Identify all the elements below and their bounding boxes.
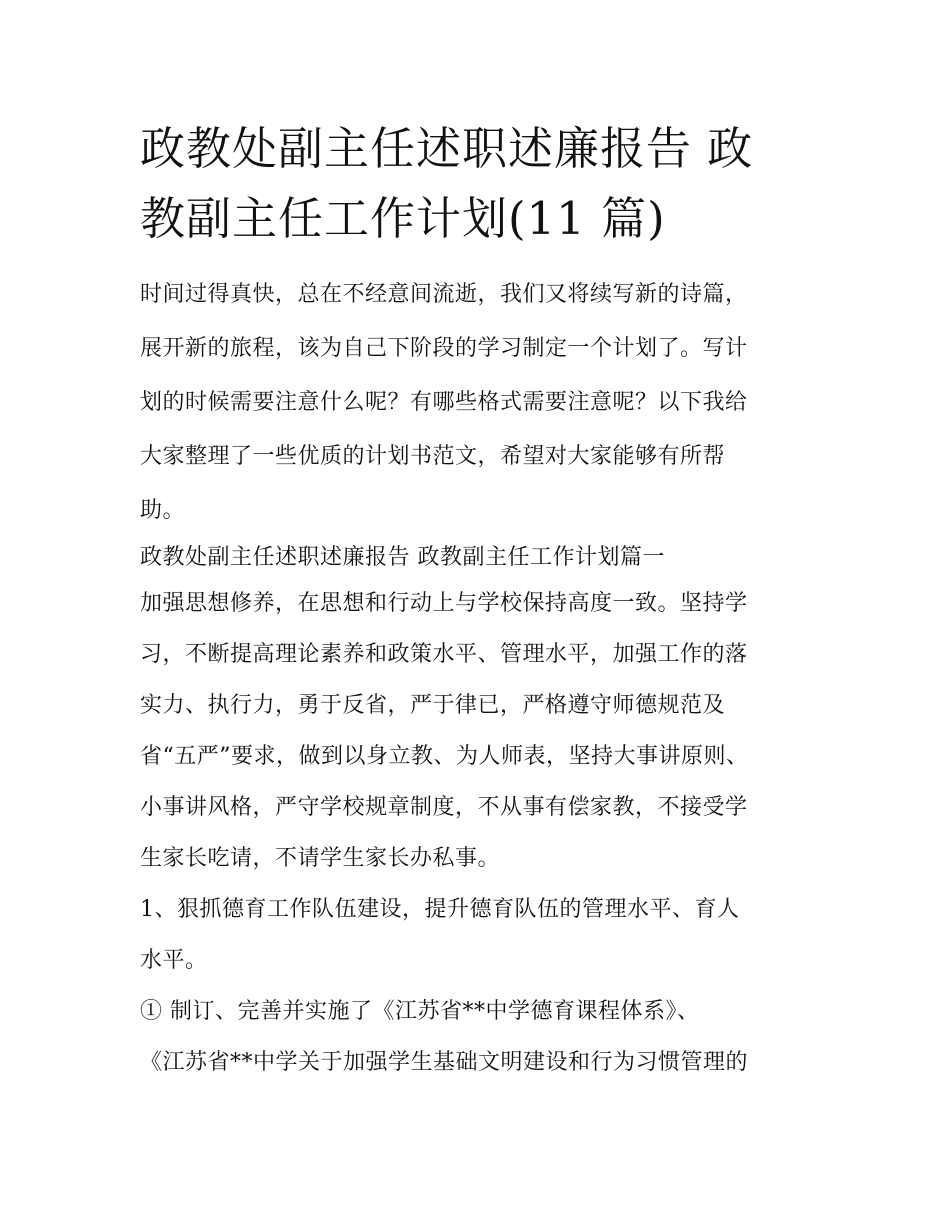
body-line: 实力、执行力，勇于反省，严于律已，严格遵守师德规范及: [140, 693, 726, 718]
body-line: 习，不断提高理论素养和政策水平、管理水平，加强工作的落: [140, 642, 748, 667]
intro-line: 助。: [140, 498, 186, 523]
section-heading-text: 政教处副主任述职述廉报告 政教副主任工作计划篇一: [140, 545, 665, 570]
intro-paragraph: [140, 268, 812, 538]
intro-line: 时间过得真快，总在不经意间流逝，我们又将续写新的诗篇，: [140, 282, 748, 307]
body-line: 1、狠抓德育工作队伍建设，提升德育队伍的管理水平、育人: [140, 897, 740, 922]
body-line: 水平。: [140, 948, 208, 973]
body-line: 省“五严”要求，做到以身立教、为人师表，坚持大事讲原则、: [140, 744, 749, 769]
intro-line: 展开新的旅程，该为自己下阶段的学习制定一个计划了。写计: [140, 336, 748, 361]
document-page: [140, 114, 812, 1088]
document-title: [140, 114, 812, 254]
section-heading: [140, 538, 812, 578]
body-line: 生家长吃请，不请学生家长办私事。: [140, 846, 501, 871]
body-paragraphs: [140, 578, 812, 1088]
intro-line: 划的时候需要注意什么呢？有哪些格式需要注意呢？以下我给: [140, 390, 748, 415]
title-line: 政教处副主任述职述廉报告 政: [140, 122, 754, 175]
title-line: 教副主任工作计划(11 篇): [140, 192, 666, 245]
body-line: 小事讲风格，严守学校规章制度，不从事有偿家教，不接受学: [140, 795, 748, 820]
body-line: 《江苏省**中学关于加强学生基础文明建设和行为习惯管理的: [140, 1050, 749, 1075]
body-line: 加强思想修养，在思想和行动上与学校保持高度一致。坚持学: [140, 591, 748, 616]
body-line: ① 制订、完善并实施了《江苏省**中学德育课程体系》、: [140, 999, 700, 1024]
intro-line: 大家整理了一些优质的计划书范文，希望对大家能够有所帮: [140, 444, 726, 469]
